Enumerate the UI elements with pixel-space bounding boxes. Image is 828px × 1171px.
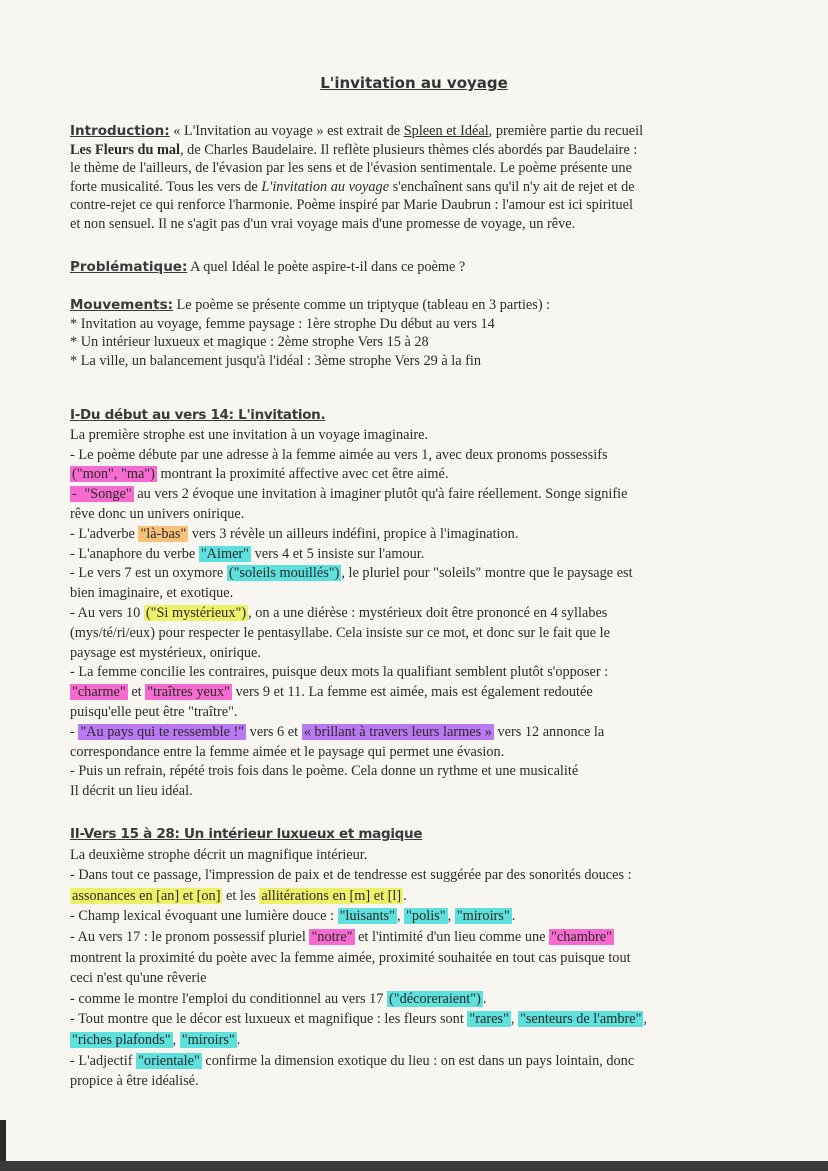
mouvement-item: * Un intérieur luxueux et magique : 2ème strophe Vers 15 à 28: [70, 334, 429, 351]
intro-line: forte musicalité. Tous les vers de L'invitation au voyage s'enchaînent sans qu'il n'y ait de rejet et de: [70, 178, 635, 195]
mouvements-section: Mouvements: Le poème se présente comme un triptyque (tableau en 3 parties) : * Invitation au voyage, femme paysage : 1ère strophe Du début au vers 14 * Un intérieur luxueux et magique : 2ème strophe Vers 15 à 28 * La ville, un balancement jusqu'à l'idéal : 3ème strophe Vers 29 à la fin: [70, 296, 750, 370]
highlight: "senteurs de l'ambre": [519, 1011, 642, 1028]
part2-section: II-Vers 15 à 28: Un intérieur luxueux et magique La deuxième strophe décrit un magnifique intérieur. - Dans tout ce passage, l'impression de paix et de tendresse est suggérée par des sonorités douces : assonances en [an] et [on] et les allitérations en [m] et [l] . - Champ lexical évoquant une lumière douce : "luisants" , "polis" , "miroirs" . - Au vers 17 : le pronom possessif pluriel "notre" et l'intimité d'un lieu comme une "chambre" montrent la proximité du poète avec la femme aimée, proximité souhaitée en tout cas puisque tout ceci n'est qu'une rêverie - comme le montre l'emploi du conditionnel au vers 17 ("décoreraient") . - Tout montre que le décor est luxueux et magnifique : les fleurs sont "rares" , "senteurs de l'ambre" , "riches plafonds" , "miroirs" . - L'adjectif "orientale" confirme la dimension exotique du lieu : on est dans un pays lointain, donc propice à être idéalisé.: [70, 824, 750, 1092]
intro-line: le thème de l'ailleurs, de l'évasion par les sens et de l'évasion sentimentale. Le poème présente une: [70, 160, 632, 177]
highlight: allitérations en [m] et [l]: [261, 887, 402, 904]
highlight: "miroirs": [181, 1031, 235, 1048]
collection-link: Spleen et Idéal: [403, 123, 489, 139]
highlight: "luisants": [339, 908, 395, 925]
highlight: « brillant à travers leurs larmes »: [303, 723, 492, 740]
highlight: ("soleils mouillés"): [228, 565, 340, 582]
highlight: ("Si mystérieux"): [145, 604, 247, 621]
intro-heading: Introduction:: [70, 123, 170, 139]
mouvement-item: * Invitation au voyage, femme paysage : 1ère strophe Du début au vers 14: [70, 315, 495, 332]
problematique-section: Problématique: A quel Idéal le poète aspire-t-il dans ce poème ?: [70, 259, 466, 275]
highlight: assonances en [an] et [on]: [72, 887, 221, 904]
highlight: "notre": [311, 928, 353, 945]
highlight: "chambre": [551, 928, 612, 945]
highlight: "orientale": [138, 1052, 200, 1069]
highlight: ("décoreraient"): [389, 990, 481, 1007]
highlight: "Au pays qui te ressemble !": [80, 723, 245, 740]
intro-line: Les Fleurs du mal, de Charles Baudelaire. Il reflète plusieurs thèmes clés abordés par Baudelaire :: [70, 141, 638, 158]
highlight: "charme": [72, 684, 126, 701]
highlight: "miroirs": [456, 908, 510, 925]
highlight: "traîtres yeux": [147, 684, 230, 701]
part2-heading: II-Vers 15 à 28: Un intérieur luxueux et magique: [70, 826, 423, 842]
intro-line: Introduction: « L'Invitation au voyage » est extrait de Spleen et Idéal, première partie du recueil: [70, 123, 644, 139]
highlight: "là-bas": [140, 525, 187, 542]
intro-line: et non sensuel. Il ne s'agit pas d'un vrai voyage mais d'une promesse de voyage, un rêve.: [70, 215, 576, 232]
highlight: "rares": [469, 1011, 509, 1028]
part1-section: I-Du début au vers 14: L'invitation. La première strophe est une invitation à un voyage imaginaire. - Le poème débute par une adresse à la femme aimée au vers 1, avec deux pronoms possessifs ("mon", "ma") montrant la proximité affective avec cet être aimé. - "Songe" au vers 2 évoque une invitation à imaginer plutôt qu'à faire réellement. Songe signifie rêve donc un univers onirique. - L'adverbe "là-bas" vers 3 révèle un ailleurs indéfini, propice à l'imagination. - L'anaphore du verbe "Aimer" vers 4 et 5 insiste sur l'amour. - Le vers 7 est un oxymore ("soleils mouillés") , le pluriel pour "soleils" montre que le paysage est bien imaginaire, et exotique. - Au vers 10 ("Si mystérieux") , on a une diérèse : mystérieux doit être prononcé en 4 syllabes (mys/té/ri/eux) pour respecter le pentasyllabe. Cela insiste sur ce mot, et donc sur le fait que le paysage est mystérieux, onirique. - La femme concilie les contraires, puisque deux mots la qualifiant semblent plutôt s'opposer : "charme" et "traîtres yeux" vers 9 et 11. La femme est aimée, mais est également redoutée puisqu'elle peut être "traître". - "Au pays qui te ressemble !" vers 6 et « brillant à travers leurs larmes » vers 12 annonce la correspondance entre la femme aimée et le paysage qui permet une évasion. - Puis un refrain, répété trois fois dans le poème. Cela donne un rythme et une musicalité Il décrit un lieu idéal.: [70, 406, 750, 802]
highlight: "polis": [406, 908, 446, 925]
mouvements-heading: Mouvements:: [70, 297, 173, 313]
page-bottom-shadow: [0, 1161, 828, 1171]
intro-section: [70, 122, 750, 234]
highlight: "Aimer": [200, 545, 250, 562]
highlight: "riches plafonds": [72, 1031, 171, 1048]
highlight: "Songe": [84, 486, 132, 503]
part1-heading: I-Du début au vers 14: L'invitation.: [70, 407, 326, 423]
highlight: ("mon", "ma"): [72, 466, 155, 483]
page-title: L'invitation au voyage: [320, 74, 508, 92]
problematique-heading: Problématique:: [70, 259, 188, 275]
mouvement-item: * La ville, un balancement jusqu'à l'idéal : 3ème strophe Vers 29 à la fin: [70, 352, 482, 369]
intro-line: contre-rejet ce qui renforce l'harmonie. Poème inspiré par Marie Daubrun : l'amour est ici spirituel: [70, 197, 633, 214]
